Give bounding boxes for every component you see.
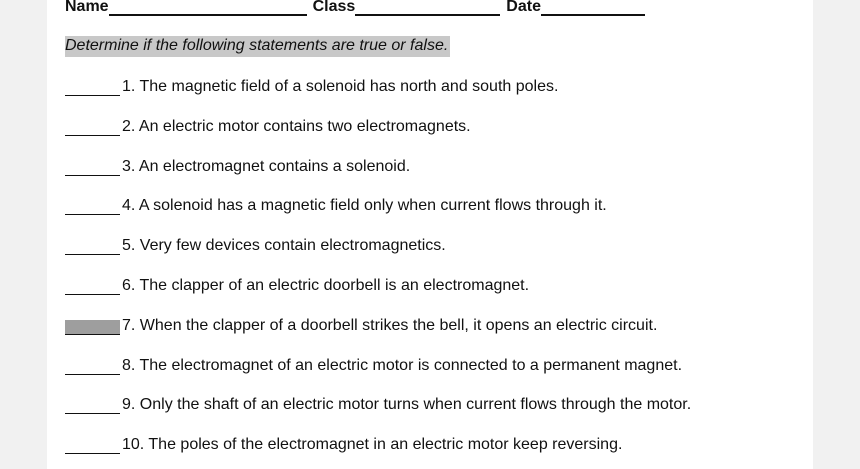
question-text: 3. An electromagnet contains a solenoid. — [122, 157, 411, 175]
question-item — [65, 255, 825, 295]
name-input-line[interactable] — [109, 0, 307, 16]
question-text: 1. The magnetic field of a solenoid has north and south poles. — [122, 78, 559, 95]
answer-blank[interactable] — [65, 160, 120, 176]
left-margin — [0, 0, 47, 469]
answer-blank[interactable] — [65, 239, 120, 255]
question-item — [65, 215, 825, 255]
instructions: Determine if the following statements are true or false. — [65, 36, 450, 57]
question-item — [65, 295, 825, 335]
class-label: Class — [312, 0, 356, 15]
answer-blank[interactable] — [65, 80, 120, 96]
question-text: 2. An electric motor contains two electromagnets. — [122, 117, 471, 135]
class-field — [313, 0, 507, 16]
class-input-line[interactable] — [355, 0, 500, 16]
answer-blank[interactable] — [65, 359, 120, 375]
answer-blank-highlighted[interactable] — [65, 320, 120, 335]
header-row — [65, 0, 651, 16]
question-text: 7. When the clapper of a doorbell strikes the bell, it opens an electric circuit. — [122, 316, 658, 334]
name-label: Name — [65, 0, 109, 15]
question-item — [65, 76, 825, 96]
question-list — [65, 76, 825, 454]
question-text: 6. The clapper of an electric doorbell is an electromagnet. — [122, 276, 530, 294]
question-text: 10. The poles of the electromagnet in an electric motor keep reversing. — [122, 436, 623, 454]
date-input-line[interactable] — [541, 0, 645, 16]
question-text: 5. Very few devices contain electromagnetics. — [122, 237, 446, 255]
question-item — [65, 375, 825, 415]
question-item — [65, 414, 825, 454]
answer-blank[interactable] — [65, 398, 120, 414]
question-item — [65, 176, 825, 216]
answer-blank[interactable] — [65, 279, 120, 295]
name-field — [65, 0, 313, 16]
question-text: 8. The electromagnet of an electric motor is connected to a permanent magnet. — [122, 356, 683, 374]
date-field — [506, 0, 651, 16]
question-item — [65, 96, 825, 136]
question-text: 9. Only the shaft of an electric motor turns when current flows through the motor. — [122, 396, 692, 414]
date-label: Date — [506, 0, 541, 15]
question-item — [65, 136, 825, 176]
answer-blank[interactable] — [65, 438, 120, 454]
answer-blank[interactable] — [65, 120, 120, 136]
question-item — [65, 335, 825, 375]
answer-blank[interactable] — [65, 199, 120, 215]
question-text: 4. A solenoid has a magnetic field only when current flows through it. — [122, 197, 607, 215]
